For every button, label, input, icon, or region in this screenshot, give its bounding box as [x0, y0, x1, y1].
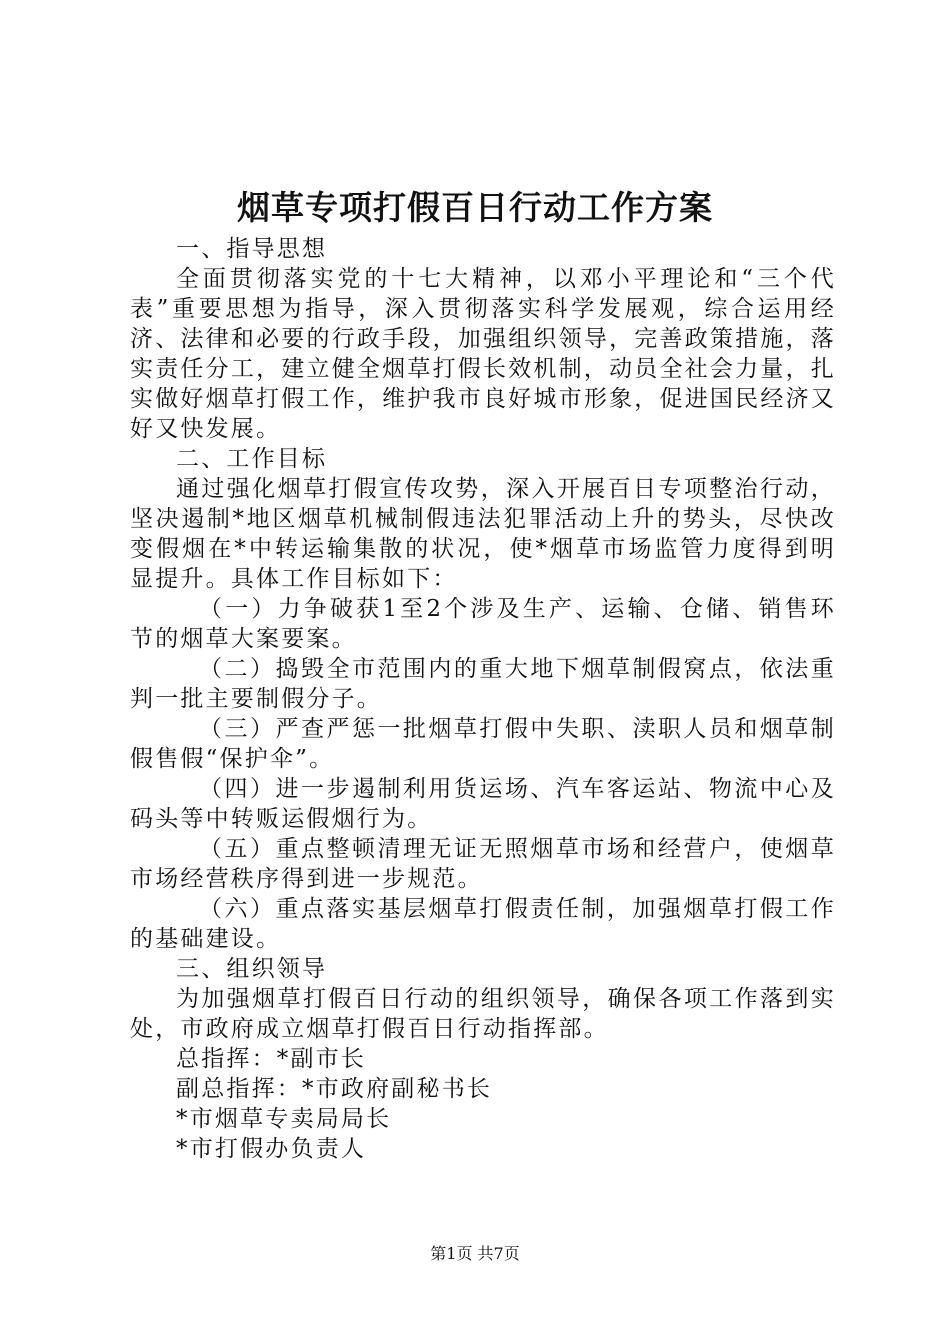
document-body: [130, 234, 836, 1164]
commander-line: 总指挥：*副市长: [176, 1046, 367, 1072]
deputy-commander-line: 副总指挥：*市政府副秘书长: [176, 1076, 493, 1102]
goal-item-1: （一）力争破获1至2个涉及生产、运输、仓储、销售环节的烟草大案要案。: [130, 596, 836, 652]
page-number-footer: 第1页 共7页: [430, 1244, 520, 1263]
goal-item-3: （三）严查严惩一批烟草打假中失职、渎职人员和烟草制假售假“保护伞”。: [130, 716, 836, 772]
deputy-member-tobacco-bureau: *市烟草专卖局局长: [176, 1106, 392, 1132]
paragraph-guiding-ideology: 全面贯彻落实党的十七大精神，以邓小平理论和“三个代表”重要思想为指导，深入贯彻落实科学发展观，综合运用经济、法律和必要的行政手段，加强组织领导，完善政策措施，落实责任分工，建立健全烟草打假长效机制，动员全社会力量，扎实做好烟草打假工作，维护我市良好城市形象，促进国民经济又好又快发展。: [130, 266, 836, 442]
section-heading-guiding-ideology: 一、指导思想: [176, 236, 328, 262]
goal-item-4: （四）进一步遏制利用货运场、汽车客运站、物流中心及码头等中转贩运假烟行为。: [130, 776, 836, 832]
goal-item-2: （二）捣毁全市范围内的重大地下烟草制假窝点，依法重判一批主要制假分子。: [130, 656, 836, 712]
paragraph-work-goals: 通过强化烟草打假宣传攻势，深入开展百日专项整治行动，坚决遏制*地区烟草机械制假违法犯罪活动上升的势头，尽快改变假烟在*中转运输集散的状况，使*烟草市场监管力度得到明显提升。具体工作目标如下：: [130, 476, 836, 592]
document-title: 烟草专项打假百日行动工作方案: [237, 188, 713, 227]
section-heading-organization: 三、组织领导: [176, 956, 328, 982]
goal-item-5: （五）重点整顿清理无证无照烟草市场和经营户，使烟草市场经营秩序得到进一步规范。: [130, 836, 836, 892]
goal-item-6: （六）重点落实基层烟草打假责任制，加强烟草打假工作的基础建设。: [130, 896, 836, 952]
deputy-member-anti-counterfeit-office: *市打假办负责人: [176, 1136, 367, 1162]
paragraph-organization: 为加强烟草打假百日行动的组织领导，确保各项工作落到实处，市政府成立烟草打假百日行动指挥部。: [130, 986, 836, 1042]
section-heading-work-goals: 二、工作目标: [176, 446, 328, 472]
